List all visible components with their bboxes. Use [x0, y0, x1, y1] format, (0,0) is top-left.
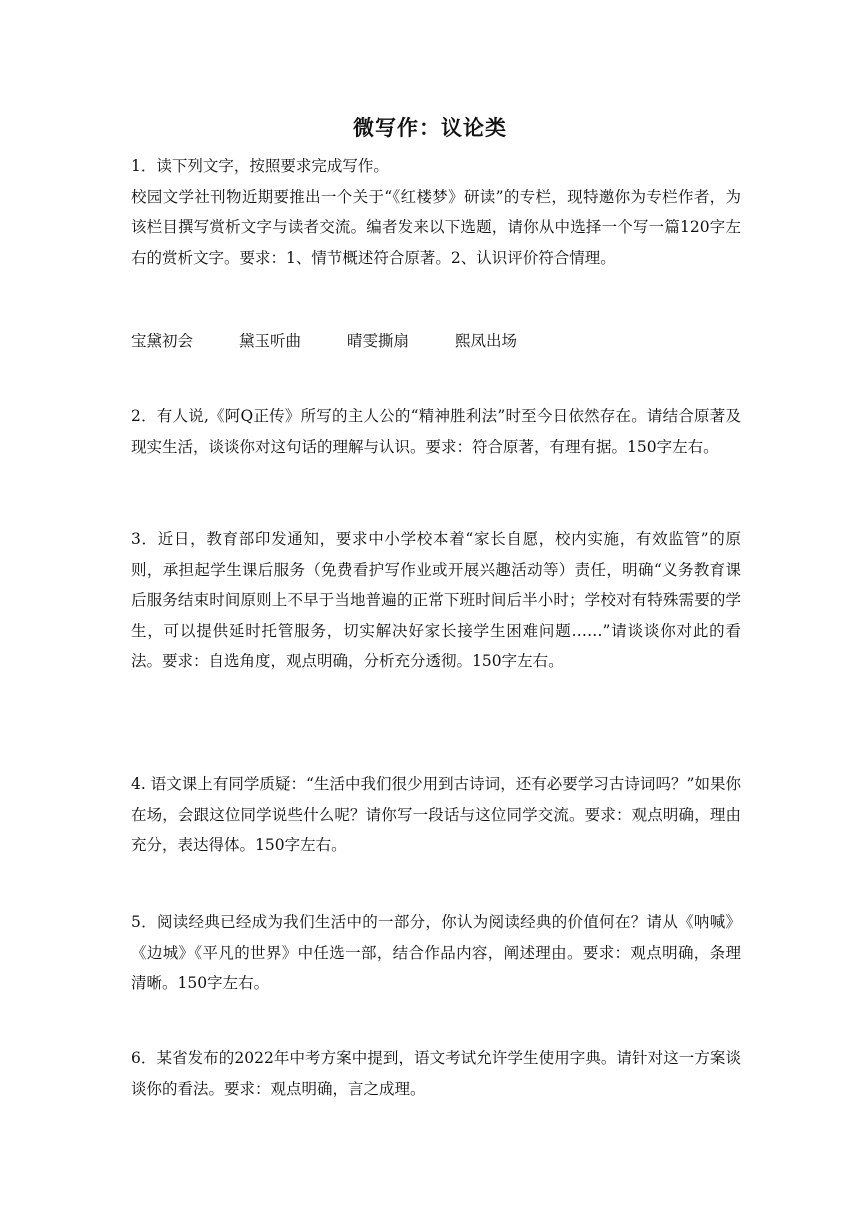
question-1-heading: 1．读下列文字，按照要求完成写作。 [131, 157, 389, 175]
question-5 [131, 907, 741, 999]
question-2 [131, 401, 741, 462]
question-3 [131, 524, 741, 677]
topic-option: 熙凤出场 [455, 332, 518, 350]
topic-options [131, 326, 563, 356]
question-3-text: 3．近日，教育部印发通知，要求中小学校本着“家长自愿，校内实施，有效监管”的原则，承担起学生课后服务（免费看护写作业或开展兴趣活动等）责任，明确“义务教育课后服务结束时间原则上不早于当地普遍的正常下班时间后半小时；学校对有特殊需要的学生，可以提供延时托管服务，切实解决好家长接学生困难问题……”请谈谈你对此的看法。要求：自选角度，观点明确，分析充分透彻。150字左右。 [131, 530, 741, 670]
question-5-text: 5．阅读经典已经成为我们生活中的一部分，你认为阅读经典的价值何在？请从《呐喊》《边城》《平凡的世界》中任选一部，结合作品内容，阐述理由。要求：观点明确，条理清晰。150字左右。 [131, 913, 741, 992]
question-4-text: 4. 语文课上有同学质疑：“生活中我们很少用到古诗词，还有必要学习古诗词吗？”如果你在场，会跟这位同学说些什么呢？请你写一段话与这位同学交流。要求：观点明确，理由充分，表达得体。150字左右。 [131, 775, 741, 854]
topic-option: 宝黛初会 [131, 332, 194, 350]
question-1-body: 校园文学社刊物近期要推出一个关于“《红楼梦》研读”的专栏，现特邀你为专栏作者，为该栏目撰写赏析文字与读者交流。编者发来以下选题，请你从中选择一个写一篇120字左右的赏析文字。要求：1、情节概述符合原著。2、认识评价符合情理。 [131, 187, 741, 267]
topic-option: 黛玉听曲 [239, 332, 302, 350]
page-title: 微写作：议论类 [353, 115, 507, 140]
question-6 [131, 1043, 741, 1104]
question-2-text: 2．有人说,《阿Q正传》所写的主人公的“精神胜利法”时至今日依然存在。请结合原著及现实生活，谈谈你对这句话的理解与认识。要求：符合原著，有理有据。150字左右。 [131, 407, 741, 456]
question-4 [131, 769, 741, 861]
topic-option: 晴雯撕扇 [347, 332, 410, 350]
question-1 [131, 151, 741, 273]
question-6-text: 6．某省发布的2022年中考方案中提到，语文考试允许学生使用字典。请针对这一方案谈谈你的看法。要求：观点明确，言之成理。 [131, 1049, 741, 1098]
